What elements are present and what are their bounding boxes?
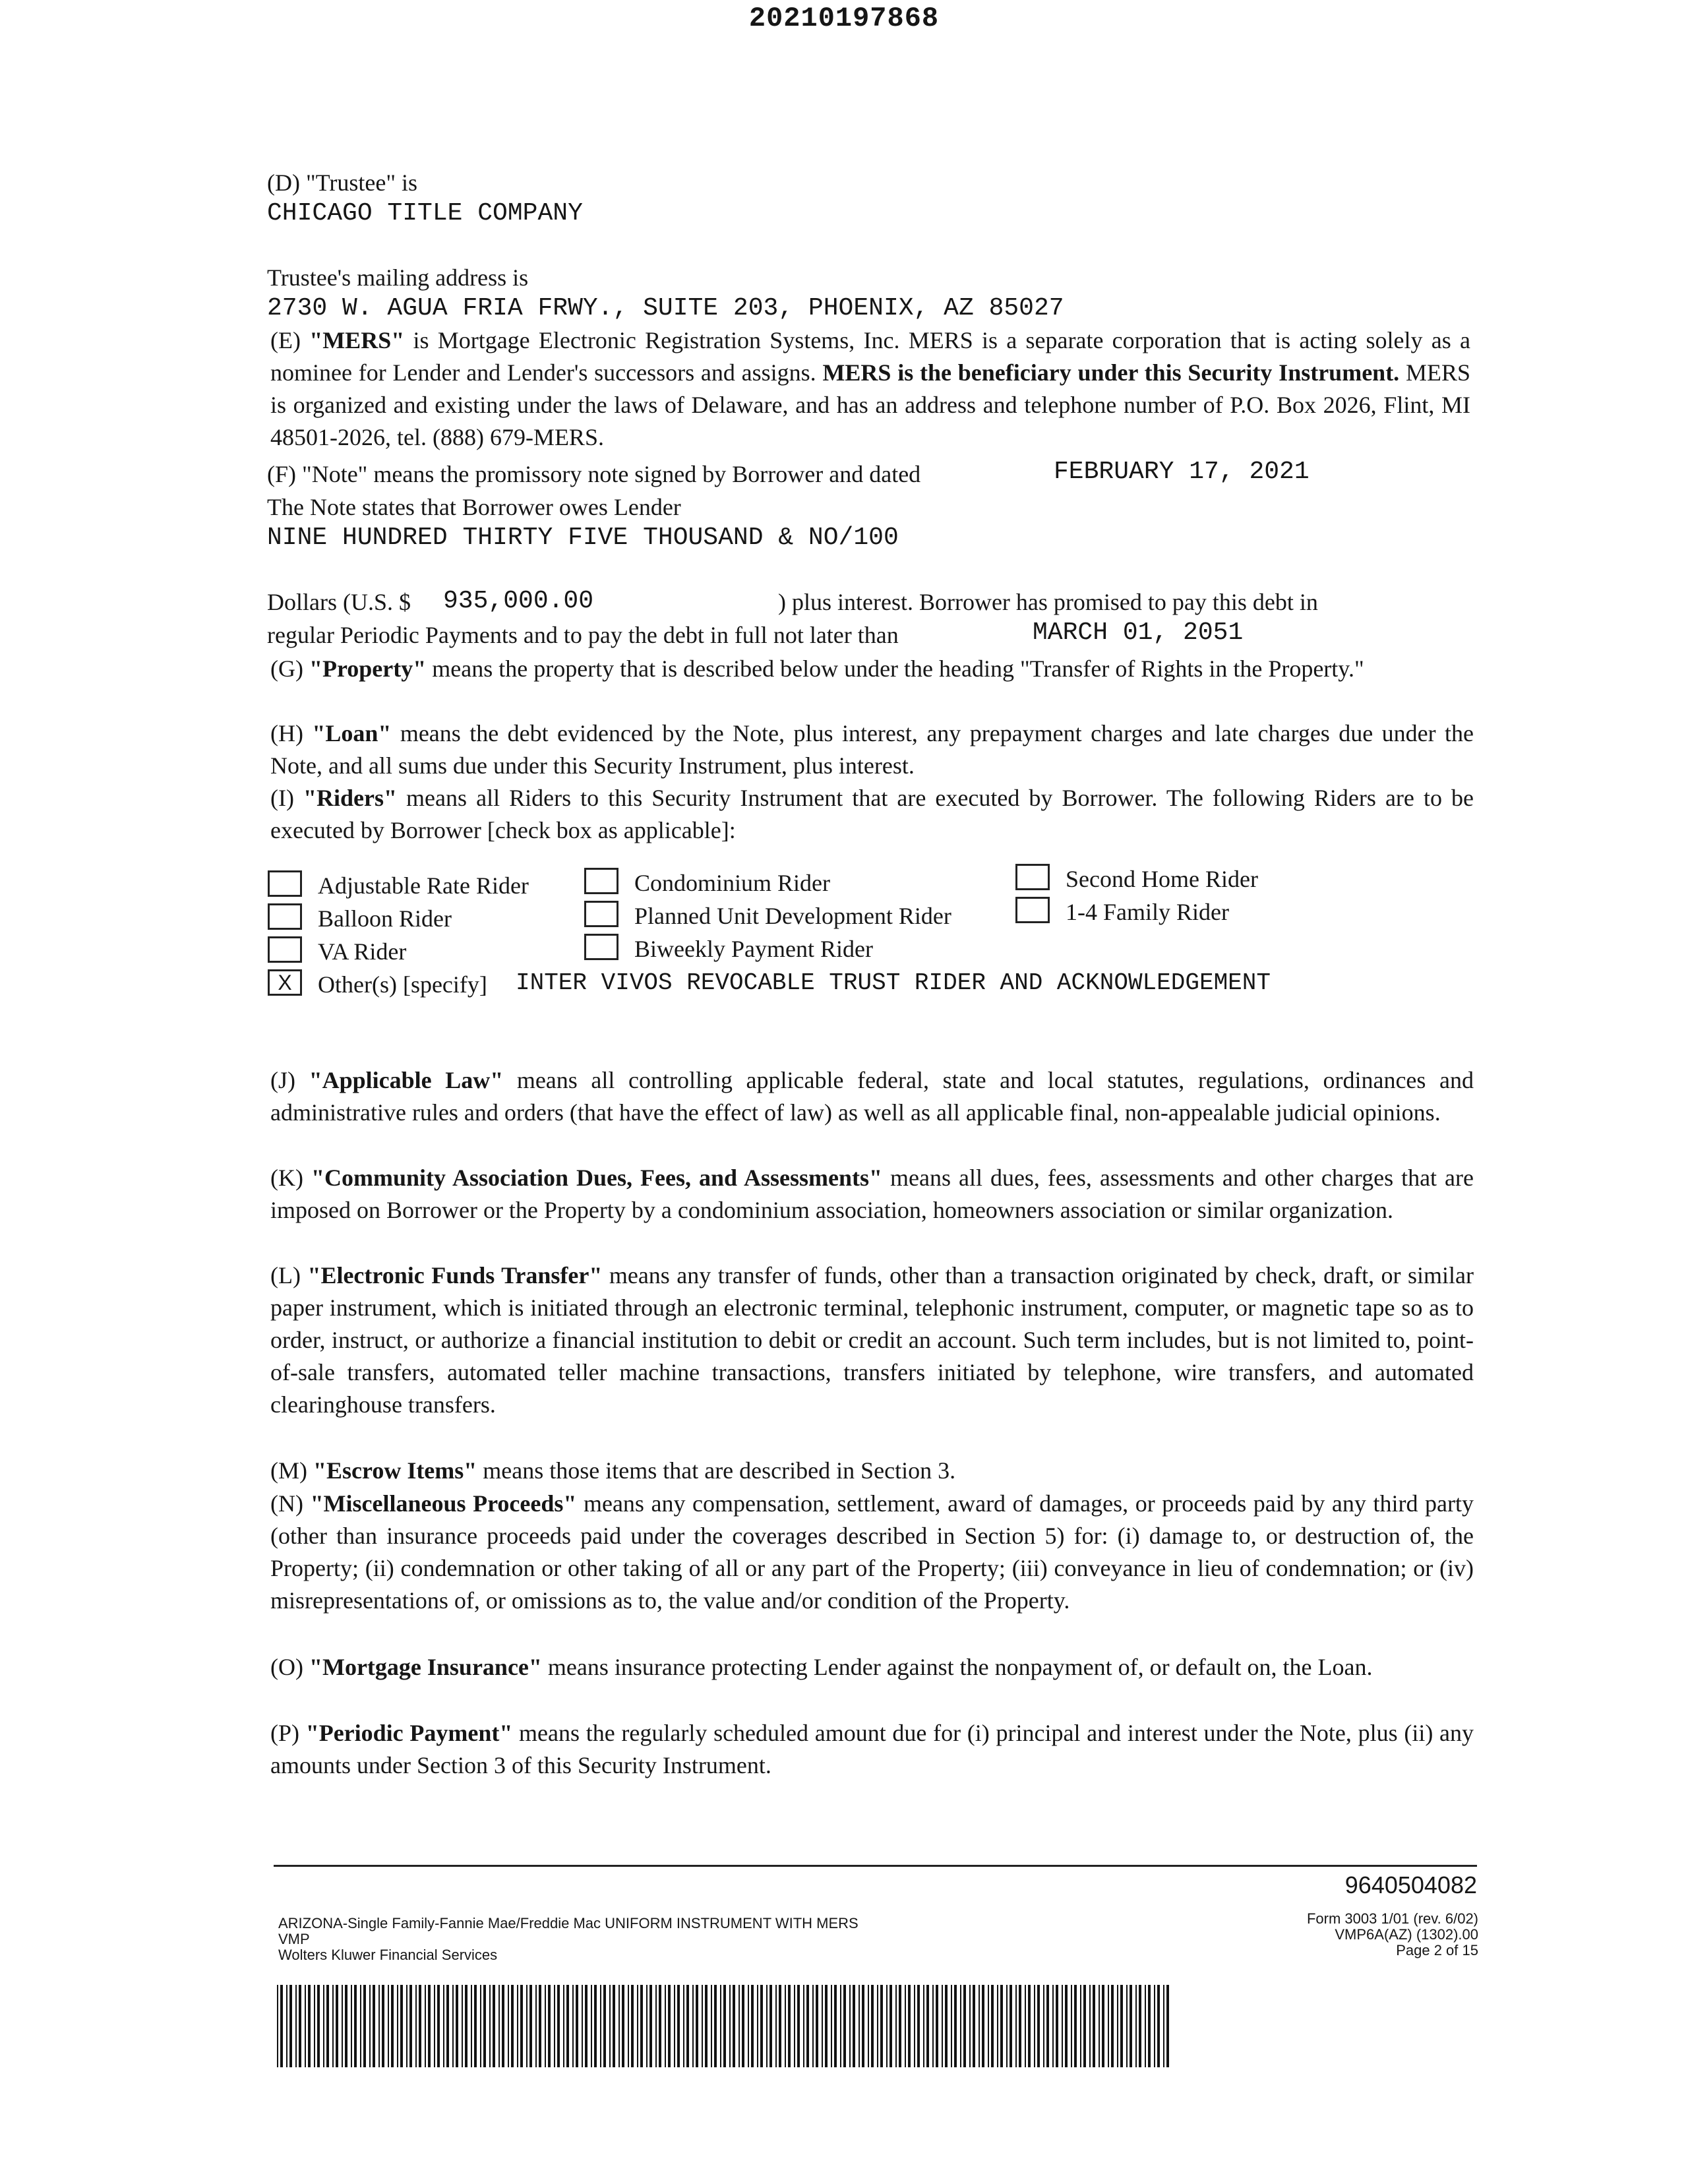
- definition-applicable-law: [270, 1064, 1474, 1129]
- mers-prefix: (E): [270, 327, 310, 353]
- definition-riders: [270, 782, 1474, 847]
- definition-periodic-payment: [270, 1717, 1474, 1782]
- note-dollars-suffix: ) plus interest. Borrower has promised to pay this debt in: [778, 589, 1318, 615]
- definition-prefix: (J): [270, 1067, 309, 1093]
- rider-label-planned-unit-development: Planned Unit Development Rider: [634, 903, 951, 929]
- rider-label-second-home: Second Home Rider: [1066, 866, 1258, 892]
- rider-other-specify: INTER VIVOS REVOCABLE TRUST RIDER AND ACKNOWLEDGEMENT: [516, 969, 1271, 996]
- definition-prefix: (L): [270, 1262, 308, 1289]
- rider-label-va: VA Rider: [318, 938, 407, 965]
- definition-term: "Property": [309, 655, 427, 682]
- rider-checkbox-1-4-family[interactable]: [1015, 897, 1050, 923]
- definition-text: means those items that are described in Section 3.: [477, 1457, 956, 1484]
- rider-checkbox-adjustable-rate[interactable]: [268, 870, 302, 897]
- trustee-heading: (D) "Trustee" is: [267, 169, 418, 196]
- barcode: [277, 1985, 1174, 2067]
- note-date: FEBRUARY 17, 2021: [1054, 458, 1310, 486]
- trustee-name: CHICAGO TITLE COMPANY: [267, 199, 583, 228]
- definition-term: "Escrow Items": [313, 1457, 477, 1484]
- definition-term: "Riders": [303, 785, 397, 811]
- note-maturity-date: MARCH 01, 2051: [1033, 619, 1244, 647]
- rider-checkbox-balloon[interactable]: [268, 903, 302, 930]
- definition-text: means the property that is described below under the heading "Transfer of Rights in the Property.": [426, 655, 1364, 682]
- rider-label-biweekly-payment: Biweekly Payment Rider: [634, 936, 873, 962]
- definition-text: means all dues, fees, assessments and other charges that are imposed on Borrower or the Property by a condominium association, homeowners association or similar organization.: [270, 1165, 1474, 1223]
- document-number: 20210197868: [748, 3, 940, 34]
- footer-rule: [274, 1865, 1477, 1867]
- rider-checkbox-second-home[interactable]: [1015, 864, 1050, 890]
- definition-loan: [270, 717, 1474, 782]
- definition-escrow-items: [270, 1455, 1474, 1487]
- rider-label-adjustable-rate: Adjustable Rate Rider: [318, 872, 529, 899]
- footer-publisher: Wolters Kluwer Financial Services: [278, 1947, 498, 1963]
- definition-prefix: (I): [270, 785, 304, 811]
- rider-checkbox-planned-unit-development[interactable]: [584, 901, 618, 927]
- definition-term: "Electronic Funds Transfer": [307, 1262, 603, 1289]
- note-amount-words: NINE HUNDRED THIRTY FIVE THOUSAND & NO/100: [267, 524, 899, 552]
- definition-prefix: (M): [270, 1457, 313, 1484]
- note-amount: 935,000.00: [443, 587, 594, 615]
- definition-property: [270, 653, 1472, 685]
- definition-mortgage-insurance: [270, 1651, 1474, 1684]
- definition-term: "Loan": [312, 720, 392, 746]
- definition-miscellaneous-proceeds: [270, 1488, 1474, 1617]
- rider-checkbox-va[interactable]: [268, 936, 302, 963]
- definition-prefix: (O): [270, 1654, 309, 1680]
- rider-checkbox-biweekly-payment[interactable]: [584, 934, 618, 960]
- definition-community-association-dues: [270, 1162, 1474, 1227]
- rider-checkbox-other[interactable]: X: [268, 969, 302, 996]
- definition-text: means all controlling applicable federal, state and local statutes, regulations, ordinances and administrative rules and orders (that have the effect of law) as well as all applicable final, non-appealable judicial opinions.: [270, 1067, 1474, 1126]
- footer-page-number: Page 2 of 15: [1396, 1942, 1478, 1958]
- note-dollars-prefix: Dollars (U.S. $: [267, 589, 411, 615]
- definition-text: means all Riders to this Security Instrument that are executed by Borrower. The following Riders are to be executed by Borrower [check box as applicable]:: [270, 785, 1474, 843]
- note-definition: (F) "Note" means the promissory note signed by Borrower and dated: [267, 461, 921, 487]
- mers-term: "MERS": [309, 327, 405, 353]
- definition-term: "Community Association Dues, Fees, and Assessments": [311, 1165, 882, 1191]
- definition-electronic-funds-transfer: [270, 1259, 1474, 1421]
- footer-vmp: VMP: [278, 1931, 310, 1947]
- rider-label-other: Other(s) [specify]: [318, 971, 487, 998]
- definition-text: means the debt evidenced by the Note, plus interest, any prepayment charges and late charges due under the Note, and all sums due under this Security Instrument, plus interest.: [270, 720, 1474, 779]
- rider-label-1-4-family: 1-4 Family Rider: [1066, 899, 1229, 925]
- mers-text-1: is Mortgage Electronic Registration Systems, Inc. MERS is a separate corporation that is acting solely as a nominee for Lender and Lender's successors and assigns.: [270, 327, 1470, 386]
- trustee-address: 2730 W. AGUA FRIA FRWY., SUITE 203, PHOENIX, AZ 85027: [267, 294, 1064, 322]
- definition-text: means any transfer of funds, other than a transaction originated by check, draft, or similar paper instrument, which is initiated through an electronic terminal, telephonic instrument, computer, or magnetic tape so as to order, instruct, or authorize a financial institution to debit or credit an account. Such term includes, but is not limited to, point-of-sale transfers, automated teller machine transactions, transfers initiated by telephone, wire transfers, and automated clearinghouse transfers.: [270, 1262, 1474, 1418]
- definition-prefix: (N): [270, 1490, 311, 1517]
- definition-term: "Mortgage Insurance": [309, 1654, 542, 1680]
- definition-term: "Applicable Law": [309, 1067, 504, 1093]
- definition-prefix: (H): [270, 720, 313, 746]
- mers-text-2: MERS is organized and existing under the laws of Delaware, and has an address and telephone number of P.O. Box 2026, Flint, MI 48501-2026, tel. (888) 679-MERS.: [270, 359, 1470, 450]
- rider-checkbox-condominium[interactable]: [584, 868, 618, 894]
- definition-prefix: (K): [270, 1165, 311, 1191]
- mers-beneficiary-phrase: MERS is the beneficiary under this Security Instrument.: [822, 359, 1400, 386]
- note-payments-text: regular Periodic Payments and to pay the debt in full not later than: [267, 622, 899, 648]
- definition-prefix: (G): [270, 655, 309, 682]
- definition-text: means the regularly scheduled amount due for (i) principal and interest under the Note, plus (ii) any amounts under Section 3 of this Security Instrument.: [270, 1720, 1474, 1778]
- footer-form-description: ARIZONA-Single Family-Fannie Mae/Freddie Mac UNIFORM INSTRUMENT WITH MERS: [278, 1915, 859, 1931]
- definition-term: "Miscellaneous Proceeds": [310, 1490, 577, 1517]
- definition-term: "Periodic Payment": [305, 1720, 513, 1746]
- footer-vmp-code: VMP6A(AZ) (1302).00: [1335, 1926, 1478, 1943]
- definition-prefix: (P): [270, 1720, 306, 1746]
- definition-text: means insurance protecting Lender against the nonpayment of, or default on, the Loan.: [541, 1654, 1373, 1680]
- rider-label-balloon: Balloon Rider: [318, 905, 452, 932]
- trustee-mailing-label: Trustee's mailing address is: [267, 264, 529, 291]
- definition-text: means any compensation, settlement, award of damages, or proceeds paid by any third party (other than insurance proceeds paid under the coverages described in Section 5) for: (i) damage to, or destruction of, the Property; (ii) condemnation or other taking of all or any part of the Property; (iii) conveyance in lieu of condemnation; or (iv) misrepresentations of, or omissions as to, the value and/or condition of the Property.: [270, 1490, 1474, 1614]
- rider-label-condominium: Condominium Rider: [634, 870, 830, 896]
- note-owes-text: The Note states that Borrower owes Lender: [267, 494, 681, 520]
- loan-number: 9640504082: [1344, 1871, 1477, 1898]
- mers-definition: [270, 324, 1470, 454]
- footer-form-number: Form 3003 1/01 (rev. 6/02): [1306, 1910, 1478, 1927]
